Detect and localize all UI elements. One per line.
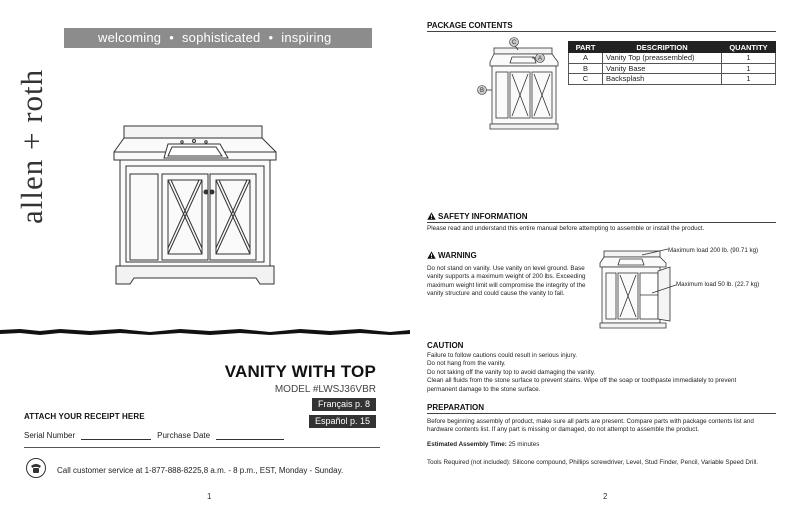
cell-part: C — [569, 74, 603, 85]
caution-line: Failure to follow cautions could result in serious injury. — [427, 352, 578, 359]
table-header-row — [569, 42, 776, 53]
cell-quantity: 1 — [722, 63, 776, 74]
section-rule — [427, 222, 776, 223]
safety-heading — [427, 212, 527, 221]
section-rule — [427, 31, 776, 32]
page-number: 1 — [207, 492, 212, 501]
model-number: MODEL #LWSJ36VBR — [274, 384, 376, 395]
safety-heading-text: SAFETY INFORMATION — [438, 212, 528, 221]
caution-text — [427, 352, 787, 394]
cell-quantity: 1 — [722, 74, 776, 85]
preparation-text: Before beginning assembly of product, make sure all parts are present. Compare parts with package contents list and hardware contents list. If any part is missing or damaged, do not attempt to assemble the product. — [427, 418, 754, 434]
page-number: 2 — [603, 492, 608, 501]
brand-logo: allen + roth — [14, 68, 49, 224]
caution-line: permanent damage to the stone surface. — [427, 385, 541, 393]
column-header-description: DESCRIPTION — [603, 42, 722, 53]
caution-line: Do not hang from the vanity. — [427, 360, 506, 368]
tagline-word: welcoming — [98, 30, 162, 45]
cell-description: Backsplash — [603, 74, 722, 85]
tagline-dot: • — [169, 30, 174, 45]
max-load-shelf-label: Maximum load 50 lb. (22.7 kg) — [676, 281, 760, 288]
divider — [24, 447, 380, 448]
serial-number-label: Serial Number — [24, 431, 76, 440]
warning-text: Do not stand on vanity. Use vanity on level ground. Base vanity supports a maximum weight of 200 lbs. Exceeding maximum weight limit will compromise the integrity of the vanity structure and could cause the vanity to fail. — [427, 265, 586, 298]
column-header-quantity: QUANTITY — [722, 42, 776, 53]
cell-part: A — [569, 53, 603, 64]
cell-part: B — [569, 63, 603, 74]
caution-line: Clean all fluids from the stone surface to prevent stains. Wipe off the soap or toothpaste immediately to prevent — [427, 377, 737, 385]
table-row — [569, 63, 776, 74]
tear-edge — [0, 326, 410, 338]
serial-number-field[interactable] — [81, 431, 151, 440]
assembly-time — [427, 441, 776, 449]
language-link-spanish[interactable]: Español p. 15 — [309, 415, 376, 428]
callout-a: A — [537, 56, 543, 62]
cell-description: Vanity Base — [603, 63, 722, 74]
package-contents-table — [568, 41, 776, 85]
assembly-time-value: 25 minutes — [508, 441, 540, 448]
purchase-date-label: Purchase Date — [157, 431, 211, 440]
purchase-date-field[interactable] — [216, 431, 284, 440]
section-rule — [427, 413, 776, 414]
warning-heading — [427, 251, 477, 260]
max-load-top-label: Maximum load 200 lb. (90.71 kg) — [668, 247, 759, 254]
max-load-illustration — [596, 243, 676, 329]
customer-service-text: Call customer service at 1-877-888-8225,8 a.m. - 8 p.m., EST, Monday - Sunday. — [57, 466, 344, 475]
tagline-banner — [64, 28, 372, 48]
warning-triangle-icon — [427, 251, 436, 259]
tagline-dot: • — [268, 30, 274, 45]
phone-icon — [26, 458, 46, 478]
table-row — [569, 53, 776, 64]
table-row — [569, 74, 776, 85]
preparation-heading: PREPARATION — [427, 403, 485, 412]
cell-quantity: 1 — [722, 53, 776, 64]
safety-intro: Please read and understand this entire manual before attempting to assemble or install the product. — [427, 225, 705, 232]
column-header-part: PART — [569, 42, 603, 53]
cell-description: Vanity Top (preassembled) — [603, 53, 722, 64]
tagline-word: sophisticated — [181, 30, 261, 45]
package-contents-illustration — [474, 36, 562, 132]
tagline-word: inspiring — [281, 30, 332, 45]
callout-c: C — [511, 40, 517, 46]
language-link-french[interactable]: Français p. 8 — [312, 398, 376, 411]
assembly-time-label: Estimated Assembly Time: — [427, 441, 507, 448]
warning-triangle-icon — [427, 212, 436, 220]
caution-line: Do not taking off the vanity top to avoid damaging the vanity. — [427, 368, 596, 376]
receipt-fields — [24, 431, 284, 440]
caution-heading: CAUTION — [427, 341, 464, 350]
tools-required: Tools Required (not included): Silicone compound, Phillips screwdriver, Level, Stud Finder, Pencil, Variable Speed Drill. — [427, 459, 758, 466]
warning-heading-text: WARNING — [438, 251, 477, 260]
package-contents-heading: PACKAGE CONTENTS — [427, 21, 513, 30]
receipt-heading: ATTACH YOUR RECEIPT HERE — [24, 412, 145, 421]
callout-b: B — [479, 88, 485, 94]
product-title: VANITY WITH TOP — [224, 362, 376, 381]
vanity-illustration-icon — [110, 108, 280, 308]
